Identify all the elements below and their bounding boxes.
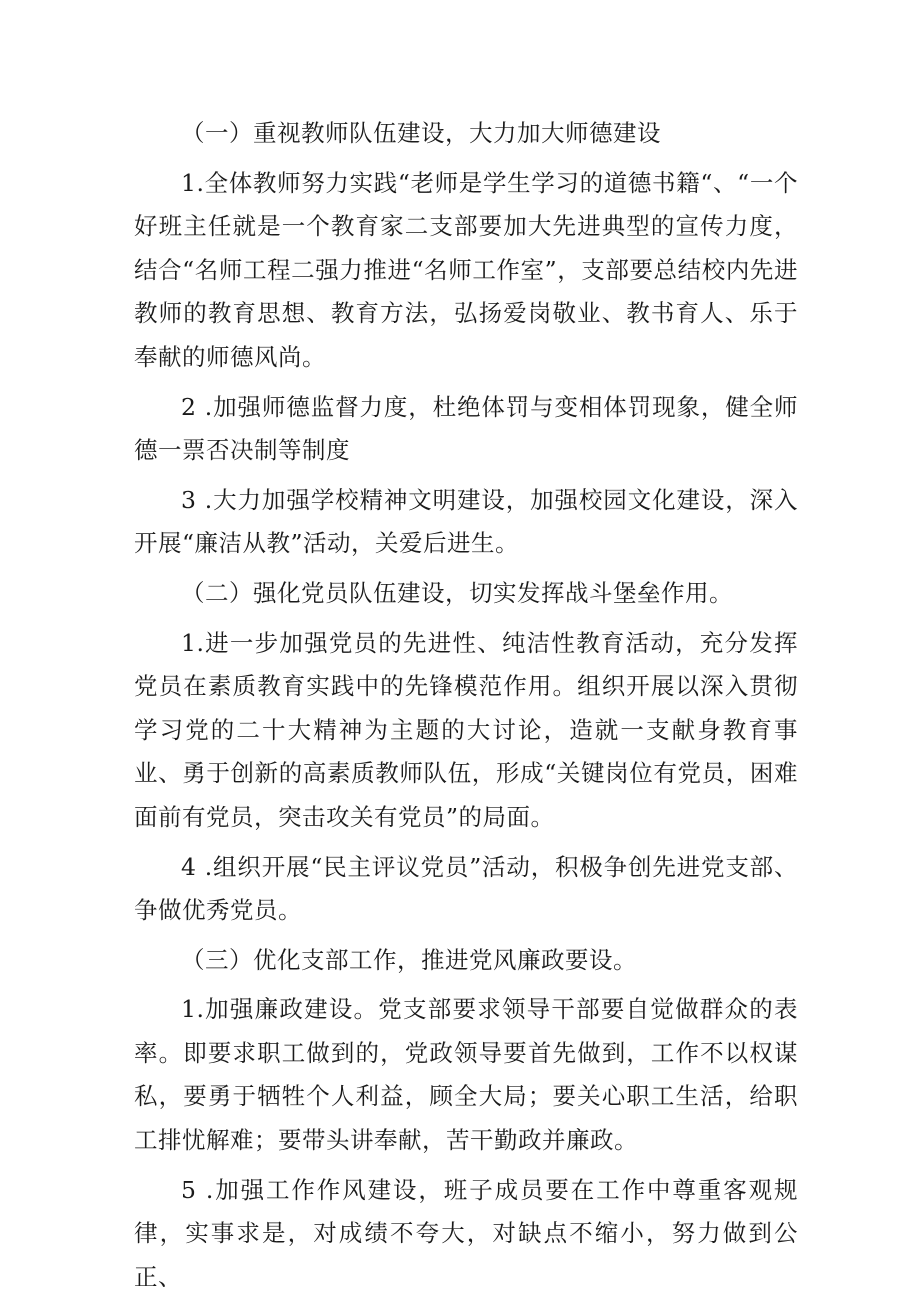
section-heading-1: （一）重视教师队伍建设，大力加大师德建设: [181, 119, 661, 147]
paragraph-3-1: 1.加强廉政建设。党支部要求领导干部要自觉做群众的表率。即要求职工做到的，党政领导要首先做到，工作不以权谋私，要勇于牺牲个人利益，顾全大局；要关心职工生活，给职工排忧解难；要带头讲奉献，苦干勤政并廉政。: [134, 995, 798, 1155]
paragraph-2-1: 1.进一步加强党员的先进性、纯洁性教育活动，充分发挥党员在素质教育实践中的先锋模范作用。组织开展以深入贯彻学习党的二十大精神为主题的大讨论，造就一支献身教育事业、勇于创新的高素质教师队伍，形成“关键岗位有党员，困难面前有党员，突击攻关有党员”的局面。: [134, 628, 798, 831]
paragraph-2-2: 4 .组织开展“民主评议党员”活动，积极争创先进党支部、争做优秀党员。: [134, 852, 798, 925]
document-body: [134, 112, 798, 1305]
paragraph-1-3: 3 .大力加强学校精神文明建设，加强校园文化建设，深入开展“廉洁从教”活动，关爱后进生。: [134, 485, 798, 558]
paragraph-1-1: 1.全体教师努力实践“老师是学生学习的道德书籍“、“一个好班主任就是一个教育家二支部要加大先进典型的宣传力度，结合“名师工程二强力推进“名师工作室”，支部要总结校内先进教师的教育思想、教育方法，弘扬爱岗敬业、教书育人、乐于奉献的师德风尚。: [134, 168, 798, 371]
paragraph-1-2: 2 .加强师德监督力度，杜绝体罚与变相体罚现象，健全师德一票否决制等制度: [134, 392, 798, 465]
section-heading-3: （三）优化支部工作，推进党风廉政要设。: [181, 945, 637, 974]
paragraph-3-2: 5 .加强工作作风建设，班子成员要在工作中尊重客观规律，实事求是，对成绩不夸大，对缺点不缩小，努力做到公正、: [134, 1175, 798, 1291]
section-heading-2: （二）强化党员队伍建设，切实发挥战斗堡垒作用。: [181, 578, 733, 607]
